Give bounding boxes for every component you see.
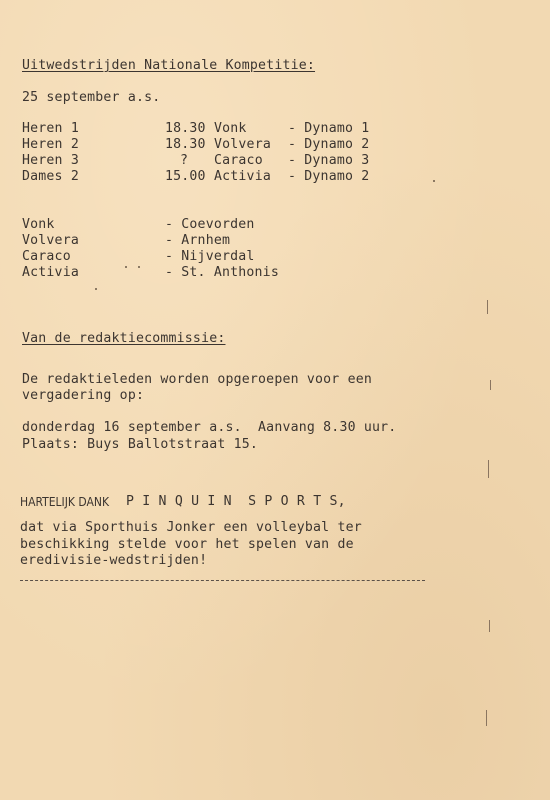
paper-mark	[489, 620, 490, 632]
section-heading-uitwedstrijden: Uitwedstrijden Nationale Kompetitie:	[22, 58, 316, 73]
paragraph-line: eredivisie-wedstrijden!	[20, 553, 208, 568]
opponent-name: - Dynamo 1	[288, 121, 370, 136]
opponent-name: - Dynamo 3	[288, 153, 370, 168]
match-date: 25 september a.s.	[22, 90, 161, 105]
paragraph-line: De redaktieleden worden opgeroepen voor een	[22, 372, 373, 387]
location-name: - Nijverdal	[165, 249, 255, 264]
paragraph-line: dat via Sporthuis Jonker een volleybal ter	[20, 520, 362, 535]
list-item	[0, 265, 550, 282]
ink-speck	[125, 266, 127, 268]
ink-speck	[433, 180, 435, 182]
location-name: - Coevorden	[165, 217, 255, 232]
thanks-title	[0, 494, 550, 511]
dashed-divider	[20, 580, 425, 581]
paper-mark	[486, 710, 487, 726]
match-time: 18.30	[165, 121, 206, 136]
ink-speck	[138, 266, 140, 268]
team-name: Dames 2	[22, 169, 79, 184]
paper-mark	[487, 300, 488, 314]
thanks-heading: HARTELIJK DANK	[20, 495, 110, 509]
club-name: Vonk	[22, 217, 55, 232]
ink-speck	[95, 288, 97, 290]
table-row	[0, 121, 550, 138]
paper-mark	[488, 460, 489, 478]
list-item	[0, 233, 550, 250]
club-name: Activia	[22, 265, 79, 280]
table-row	[0, 137, 550, 154]
paragraph-line: beschikking stelde voor het spelen van de	[20, 537, 354, 552]
paragraph-line: vergadering op:	[22, 388, 145, 403]
team-name: Heren 2	[22, 137, 79, 152]
team-name: Heren 1	[22, 121, 79, 136]
meeting-date-line: donderdag 16 september a.s. Aanvang 8.30 uur.	[22, 420, 397, 435]
table-row	[0, 169, 550, 186]
table-row	[0, 153, 550, 170]
match-time: 15.00	[165, 169, 206, 184]
list-item	[0, 217, 550, 234]
match-time: ?	[180, 153, 189, 168]
club-name: Volvera	[214, 137, 271, 152]
list-item	[0, 249, 550, 266]
section-heading-redaktiecommissie: Van de redaktiecommissie:	[22, 331, 226, 346]
club-name: Activia	[214, 169, 271, 184]
location-name: - Arnhem	[165, 233, 231, 248]
club-name: Volvera	[22, 233, 79, 248]
meeting-location-line: Plaats: Buys Ballotstraat 15.	[22, 437, 259, 452]
club-name: Vonk	[214, 121, 247, 136]
match-time: 18.30	[165, 137, 206, 152]
sponsor-name: P I N Q U I N S P O R T S,	[126, 494, 346, 509]
team-name: Heren 3	[22, 153, 79, 168]
opponent-name: - Dynamo 2	[288, 137, 370, 152]
club-name: Caraco	[214, 153, 263, 168]
club-name: Caraco	[22, 249, 71, 264]
opponent-name: - Dynamo 2	[288, 169, 370, 184]
paper-mark	[490, 380, 491, 390]
location-name: - St. Anthonis	[165, 265, 279, 280]
